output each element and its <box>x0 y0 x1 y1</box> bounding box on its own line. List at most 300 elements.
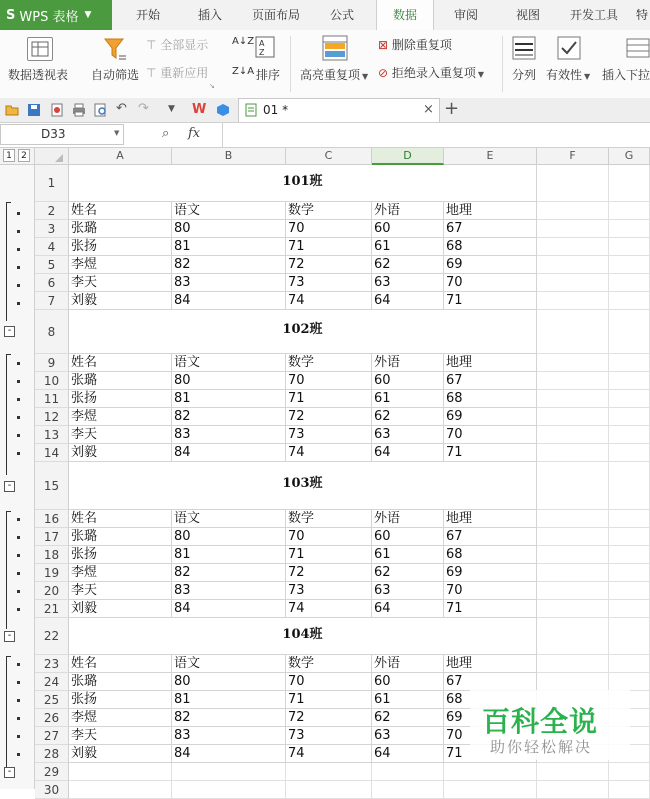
table-cell[interactable]: 64 <box>372 444 444 462</box>
formula-input[interactable] <box>224 124 650 146</box>
table-header-cell[interactable]: 语文 <box>172 510 286 528</box>
new-tab-button[interactable]: + <box>444 98 460 119</box>
collapse-group-button[interactable]: - <box>4 767 15 778</box>
outline-level-1-button[interactable]: 1 <box>3 149 15 162</box>
column-header-e[interactable]: E <box>444 148 537 165</box>
empty-cell[interactable] <box>609 292 650 310</box>
table-cell[interactable]: 70 <box>286 673 372 691</box>
table-header-cell[interactable]: 数学 <box>286 354 372 372</box>
group-title-cell[interactable]: 104班 <box>69 618 537 655</box>
save-icon[interactable] <box>27 103 41 117</box>
table-cell[interactable]: 67 <box>444 220 537 238</box>
table-cell[interactable]: 69 <box>444 256 537 274</box>
table-cell[interactable]: 69 <box>444 709 537 727</box>
menu-bar <box>0 0 650 31</box>
tab-review[interactable]: 审阅 <box>453 8 478 22</box>
table-header-cell[interactable]: 外语 <box>372 354 444 372</box>
table-cell[interactable]: 71 <box>286 691 372 709</box>
outline-dot <box>17 230 20 233</box>
row-header[interactable]: 11 <box>35 390 69 408</box>
table-cell[interactable]: 李煜 <box>69 256 172 274</box>
row-header[interactable]: 6 <box>35 274 69 292</box>
group-bracket <box>6 656 11 772</box>
empty-cell[interactable] <box>372 781 444 799</box>
watermark-title: 百科全说 <box>482 705 599 738</box>
table-header-cell[interactable]: 数学 <box>286 202 372 220</box>
empty-cell[interactable] <box>609 408 650 426</box>
table-cell[interactable]: 70 <box>444 582 537 600</box>
empty-cell[interactable] <box>537 763 609 781</box>
table-cell[interactable]: 张璐 <box>69 372 172 390</box>
table-cell[interactable]: 81 <box>172 546 286 564</box>
table-header-cell[interactable]: 语文 <box>172 354 286 372</box>
empty-cell[interactable] <box>609 510 650 528</box>
row-header[interactable]: 12 <box>35 408 69 426</box>
empty-cell[interactable] <box>444 763 537 781</box>
empty-cell[interactable] <box>172 763 286 781</box>
table-cell[interactable]: 61 <box>372 238 444 256</box>
outline-level-header <box>0 148 35 165</box>
validity-icon <box>557 36 581 63</box>
remove-duplicates-label: 删除重复项 <box>391 38 452 52</box>
empty-cell[interactable] <box>609 763 650 781</box>
column-header-d[interactable]: D <box>372 148 444 165</box>
outline-level-2-button[interactable]: 2 <box>18 149 30 162</box>
empty-cell[interactable] <box>537 546 609 564</box>
empty-cell[interactable] <box>537 408 609 426</box>
table-header-cell[interactable]: 地理 <box>444 510 537 528</box>
row-header[interactable]: 10 <box>35 372 69 390</box>
empty-cell[interactable] <box>444 781 537 799</box>
customize-toolbar-icon[interactable]: ▼ <box>168 104 175 114</box>
empty-cell[interactable] <box>609 444 650 462</box>
table-cell[interactable]: 60 <box>372 372 444 390</box>
show-all-button[interactable] <box>146 36 208 53</box>
table-cell[interactable]: 74 <box>286 444 372 462</box>
empty-cell[interactable] <box>537 220 609 238</box>
row-header[interactable]: 18 <box>35 546 69 564</box>
table-cell[interactable]: 64 <box>372 600 444 618</box>
row-header[interactable]: 25 <box>35 691 69 709</box>
sort-descending-icon[interactable]: Z↓A <box>232 66 255 77</box>
row-header[interactable]: 8 <box>35 310 69 354</box>
table-cell[interactable]: 61 <box>372 691 444 709</box>
empty-cell[interactable] <box>537 354 609 372</box>
empty-cell[interactable] <box>537 202 609 220</box>
empty-cell[interactable] <box>609 781 650 799</box>
table-cell[interactable]: 刘毅 <box>69 600 172 618</box>
chevron-down-icon[interactable]: ▼ <box>114 129 120 137</box>
table-cell[interactable]: 73 <box>286 727 372 745</box>
table-cell[interactable]: 71 <box>444 600 537 618</box>
table-cell[interactable]: 62 <box>372 256 444 274</box>
empty-cell[interactable] <box>609 655 650 673</box>
row-header[interactable]: 15 <box>35 462 69 510</box>
sort-button[interactable]: 排序 <box>256 68 281 82</box>
outline-dot <box>17 302 20 305</box>
table-cell[interactable]: 68 <box>444 691 537 709</box>
tab-formulas[interactable]: 公式 <box>329 8 354 22</box>
table-cell[interactable]: 82 <box>172 709 286 727</box>
table-cell[interactable]: 张璐 <box>69 220 172 238</box>
empty-cell[interactable] <box>537 372 609 390</box>
cloud-cube-icon[interactable] <box>216 103 230 117</box>
table-cell[interactable]: 63 <box>372 426 444 444</box>
table-cell[interactable]: 69 <box>444 564 537 582</box>
select-all-corner[interactable] <box>35 148 69 165</box>
empty-cell[interactable] <box>537 600 609 618</box>
table-cell[interactable]: 81 <box>172 390 286 408</box>
table-cell[interactable]: 71 <box>286 390 372 408</box>
table-cell[interactable]: 70 <box>286 220 372 238</box>
row-header[interactable]: 29 <box>35 763 69 781</box>
column-header-b[interactable]: B <box>172 148 286 165</box>
empty-cell[interactable] <box>537 528 609 546</box>
search-function-icon[interactable]: ⌕ <box>162 126 170 141</box>
table-cell[interactable]: 71 <box>444 444 537 462</box>
table-cell[interactable]: 83 <box>172 426 286 444</box>
reject-duplicates-label: 拒绝录入重复项 <box>391 66 476 80</box>
table-cell[interactable]: 73 <box>286 274 372 292</box>
empty-cell[interactable] <box>609 600 650 618</box>
table-cell[interactable]: 62 <box>372 564 444 582</box>
empty-cell[interactable] <box>537 292 609 310</box>
group-title-cell[interactable]: 101班 <box>69 165 537 202</box>
empty-cell[interactable] <box>286 763 372 781</box>
column-header-c[interactable]: C <box>286 148 372 165</box>
ribbon <box>0 30 650 99</box>
row-header[interactable]: 16 <box>35 510 69 528</box>
group-bracket <box>6 511 11 629</box>
outline-column <box>0 165 35 789</box>
empty-cell[interactable] <box>609 238 650 256</box>
table-cell[interactable]: 71 <box>286 546 372 564</box>
row-header[interactable]: 27 <box>35 727 69 745</box>
close-icon[interactable]: × <box>423 102 434 117</box>
column-header-g[interactable]: G <box>609 148 650 165</box>
empty-cell[interactable] <box>609 618 650 655</box>
table-cell[interactable]: 70 <box>286 372 372 390</box>
table-cell[interactable]: 64 <box>372 292 444 310</box>
table-cell[interactable]: 81 <box>172 238 286 256</box>
empty-cell[interactable] <box>537 238 609 256</box>
table-cell[interactable]: 74 <box>286 292 372 310</box>
print-icon[interactable] <box>72 103 86 117</box>
table-cell[interactable]: 84 <box>172 292 286 310</box>
empty-cell[interactable] <box>609 354 650 372</box>
empty-cell[interactable] <box>537 256 609 274</box>
table-header-cell[interactable]: 数学 <box>286 655 372 673</box>
table-cell[interactable]: 63 <box>372 727 444 745</box>
table-cell[interactable]: 82 <box>172 564 286 582</box>
empty-cell[interactable] <box>609 274 650 292</box>
wps-brand-icon[interactable]: W <box>192 102 207 117</box>
table-cell[interactable]: 80 <box>172 528 286 546</box>
pivot-table-button[interactable]: 数据透视表 <box>8 68 69 82</box>
redo-icon[interactable]: ↷ <box>138 101 149 116</box>
table-cell[interactable]: 60 <box>372 528 444 546</box>
table-cell[interactable]: 李天 <box>69 426 172 444</box>
outline-dot <box>17 590 20 593</box>
table-cell[interactable]: 74 <box>286 600 372 618</box>
table-cell[interactable]: 73 <box>286 582 372 600</box>
empty-cell[interactable] <box>537 582 609 600</box>
table-cell[interactable]: 67 <box>444 528 537 546</box>
table-header-cell[interactable]: 姓名 <box>69 510 172 528</box>
chevron-down-icon: ▼ <box>84 10 92 20</box>
table-cell[interactable]: 81 <box>172 691 286 709</box>
document-tab[interactable] <box>238 98 440 122</box>
table-cell[interactable]: 68 <box>444 546 537 564</box>
empty-cell[interactable] <box>609 165 650 202</box>
empty-cell[interactable] <box>537 426 609 444</box>
empty-cell[interactable] <box>609 390 650 408</box>
table-cell[interactable]: 70 <box>286 528 372 546</box>
row-header[interactable]: 19 <box>35 564 69 582</box>
tab-home[interactable]: 开始 <box>135 8 160 22</box>
svg-text:A: A <box>259 39 265 48</box>
table-cell[interactable]: 83 <box>172 727 286 745</box>
undo-icon[interactable]: ↶ <box>116 101 127 116</box>
empty-cell[interactable] <box>609 310 650 354</box>
table-header-cell[interactable]: 语文 <box>172 655 286 673</box>
show-all-label: 全部显示 <box>160 38 209 52</box>
table-cell[interactable]: 72 <box>286 709 372 727</box>
table-cell[interactable]: 82 <box>172 256 286 274</box>
table-cell[interactable]: 70 <box>444 274 537 292</box>
table-cell[interactable]: 72 <box>286 408 372 426</box>
dialog-launcher-icon[interactable]: ↘ <box>209 82 215 90</box>
table-cell[interactable]: 71 <box>444 745 537 763</box>
reject-duplicates-icon: ⊘ <box>378 66 392 80</box>
tab-page-layout[interactable]: 页面布局 <box>251 8 300 22</box>
pivot-table-icon <box>27 37 53 61</box>
table-cell[interactable]: 71 <box>286 238 372 256</box>
outline-dot <box>17 681 20 684</box>
row-header[interactable]: 21 <box>35 600 69 618</box>
empty-cell[interactable] <box>537 165 609 202</box>
table-header-cell[interactable]: 外语 <box>372 655 444 673</box>
export-pdf-icon[interactable] <box>50 103 64 117</box>
table-header-cell[interactable]: 姓名 <box>69 354 172 372</box>
outline-dot <box>17 608 20 611</box>
table-cell[interactable]: 刘毅 <box>69 745 172 763</box>
table-cell[interactable]: 70 <box>444 426 537 444</box>
empty-cell[interactable] <box>609 462 650 510</box>
table-cell[interactable]: 张扬 <box>69 238 172 256</box>
row-header[interactable]: 1 <box>35 165 69 202</box>
print-preview-icon[interactable] <box>94 103 108 117</box>
tab-developer[interactable]: 开发工具 <box>569 8 618 22</box>
group-title-cell[interactable]: 103班 <box>69 462 537 510</box>
table-cell[interactable]: 63 <box>372 582 444 600</box>
table-cell[interactable]: 74 <box>286 745 372 763</box>
empty-cell[interactable] <box>172 781 286 799</box>
document-icon <box>245 103 257 120</box>
empty-cell[interactable] <box>537 655 609 673</box>
empty-cell[interactable] <box>537 390 609 408</box>
empty-cell[interactable] <box>537 564 609 582</box>
table-cell[interactable]: 68 <box>444 390 537 408</box>
outline-dot <box>17 380 20 383</box>
table-header-cell[interactable]: 地理 <box>444 354 537 372</box>
empty-cell[interactable] <box>69 763 172 781</box>
empty-cell[interactable] <box>609 256 650 274</box>
reapply-button[interactable] <box>146 64 208 81</box>
app-menu-button[interactable] <box>0 0 112 30</box>
row-header[interactable]: 24 <box>35 673 69 691</box>
empty-cell[interactable] <box>537 781 609 799</box>
group-title-cell[interactable]: 102班 <box>69 310 537 354</box>
tab-special[interactable]: 特 <box>635 8 648 22</box>
table-cell[interactable]: 69 <box>444 408 537 426</box>
row-header[interactable]: 5 <box>35 256 69 274</box>
row-header[interactable]: 28 <box>35 745 69 763</box>
insert-dropdown-button[interactable]: 插入下拉 <box>602 68 650 82</box>
table-cell[interactable]: 63 <box>372 274 444 292</box>
collapse-group-button[interactable]: - <box>4 631 15 642</box>
table-cell[interactable]: 60 <box>372 220 444 238</box>
table-cell[interactable]: 64 <box>372 745 444 763</box>
table-cell[interactable]: 李天 <box>69 727 172 745</box>
table-cell[interactable]: 62 <box>372 408 444 426</box>
row-header[interactable]: 26 <box>35 709 69 727</box>
table-cell[interactable]: 61 <box>372 546 444 564</box>
split-column-button[interactable]: 分列 <box>512 68 537 82</box>
table-cell[interactable]: 62 <box>372 709 444 727</box>
row-header[interactable]: 7 <box>35 292 69 310</box>
empty-cell[interactable] <box>537 462 609 510</box>
empty-cell[interactable] <box>609 546 650 564</box>
table-cell[interactable]: 李天 <box>69 582 172 600</box>
table-cell[interactable]: 张扬 <box>69 691 172 709</box>
table-cell[interactable]: 84 <box>172 600 286 618</box>
filter-clear-icon: ⊤ <box>146 38 161 52</box>
validity-button[interactable] <box>546 66 590 83</box>
row-header[interactable]: 3 <box>35 220 69 238</box>
table-cell[interactable]: 李煜 <box>69 709 172 727</box>
table-cell[interactable]: 60 <box>372 673 444 691</box>
table-cell[interactable]: 72 <box>286 564 372 582</box>
table-cell[interactable]: 72 <box>286 256 372 274</box>
table-cell[interactable]: 67 <box>444 673 537 691</box>
empty-cell[interactable] <box>537 444 609 462</box>
row-header[interactable]: 30 <box>35 781 69 799</box>
table-header-cell[interactable]: 外语 <box>372 202 444 220</box>
empty-cell[interactable] <box>69 781 172 799</box>
table-cell[interactable]: 张璐 <box>69 528 172 546</box>
reject-duplicates-button[interactable] <box>378 64 484 81</box>
table-cell[interactable]: 83 <box>172 582 286 600</box>
table-cell[interactable]: 84 <box>172 745 286 763</box>
open-folder-icon[interactable] <box>5 103 19 117</box>
empty-cell[interactable] <box>537 274 609 292</box>
table-cell[interactable]: 李煜 <box>69 408 172 426</box>
empty-cell[interactable] <box>609 673 650 691</box>
row-header[interactable]: 17 <box>35 528 69 546</box>
chevron-down-icon: ▼ <box>477 70 485 79</box>
tab-data[interactable]: 数据 <box>376 0 434 31</box>
remove-duplicates-button[interactable] <box>378 36 452 53</box>
empty-cell[interactable] <box>609 528 650 546</box>
table-cell[interactable]: 83 <box>172 274 286 292</box>
empty-cell[interactable] <box>537 510 609 528</box>
table-header-cell[interactable]: 姓名 <box>69 655 172 673</box>
table-cell[interactable]: 张扬 <box>69 546 172 564</box>
table-cell[interactable]: 67 <box>444 372 537 390</box>
outline-dot <box>17 398 20 401</box>
empty-cell[interactable] <box>609 372 650 390</box>
table-cell[interactable]: 李煜 <box>69 564 172 582</box>
highlight-duplicates-button[interactable] <box>300 66 368 83</box>
table-cell[interactable]: 张扬 <box>69 390 172 408</box>
table-cell[interactable]: 61 <box>372 390 444 408</box>
table-cell[interactable]: 71 <box>444 292 537 310</box>
empty-cell[interactable] <box>286 781 372 799</box>
empty-cell[interactable] <box>537 310 609 354</box>
outline-dot <box>17 717 20 720</box>
collapse-group-button[interactable]: - <box>4 481 15 492</box>
empty-cell[interactable] <box>537 673 609 691</box>
table-cell[interactable]: 70 <box>444 727 537 745</box>
column-header-a[interactable]: A <box>69 148 172 165</box>
collapse-group-button[interactable]: - <box>4 326 15 337</box>
outline-dot <box>17 416 20 419</box>
row-header[interactable]: 2 <box>35 202 69 220</box>
tab-insert[interactable]: 插入 <box>197 8 222 22</box>
row-header[interactable]: 23 <box>35 655 69 673</box>
empty-cell[interactable] <box>609 564 650 582</box>
table-cell[interactable]: 82 <box>172 408 286 426</box>
table-cell[interactable]: 73 <box>286 426 372 444</box>
table-cell[interactable]: 张璐 <box>69 673 172 691</box>
row-header[interactable]: 20 <box>35 582 69 600</box>
fx-icon[interactable]: fx <box>188 126 201 141</box>
group-bracket <box>6 354 11 475</box>
column-header-f[interactable]: F <box>537 148 609 165</box>
empty-cell[interactable] <box>372 763 444 781</box>
table-cell[interactable]: 刘毅 <box>69 292 172 310</box>
row-header[interactable]: 4 <box>35 238 69 256</box>
table-cell[interactable]: 80 <box>172 673 286 691</box>
table-cell[interactable]: 68 <box>444 238 537 256</box>
empty-cell[interactable] <box>609 202 650 220</box>
autofilter-button[interactable]: 自动筛选 <box>91 68 140 82</box>
table-cell[interactable]: 84 <box>172 444 286 462</box>
row-header[interactable]: 14 <box>35 444 69 462</box>
table-cell[interactable]: 刘毅 <box>69 444 172 462</box>
table-header-cell[interactable]: 地理 <box>444 655 537 673</box>
table-header-cell[interactable]: 语文 <box>172 202 286 220</box>
empty-cell[interactable] <box>609 220 650 238</box>
row-header[interactable]: 9 <box>35 354 69 372</box>
table-header-cell[interactable]: 数学 <box>286 510 372 528</box>
table-header-cell[interactable]: 外语 <box>372 510 444 528</box>
table-cell[interactable]: 80 <box>172 220 286 238</box>
sort-ascending-icon[interactable]: A↓Z <box>232 36 255 47</box>
table-cell[interactable]: 80 <box>172 372 286 390</box>
empty-cell[interactable] <box>537 618 609 655</box>
row-header[interactable]: 22 <box>35 618 69 655</box>
table-cell[interactable]: 李天 <box>69 274 172 292</box>
row-header[interactable]: 13 <box>35 426 69 444</box>
name-box[interactable]: D33 <box>0 124 124 145</box>
table-header-cell[interactable]: 地理 <box>444 202 537 220</box>
empty-cell[interactable] <box>609 582 650 600</box>
empty-cell[interactable] <box>609 426 650 444</box>
table-header-cell[interactable]: 姓名 <box>69 202 172 220</box>
tab-view[interactable]: 视图 <box>515 8 540 22</box>
